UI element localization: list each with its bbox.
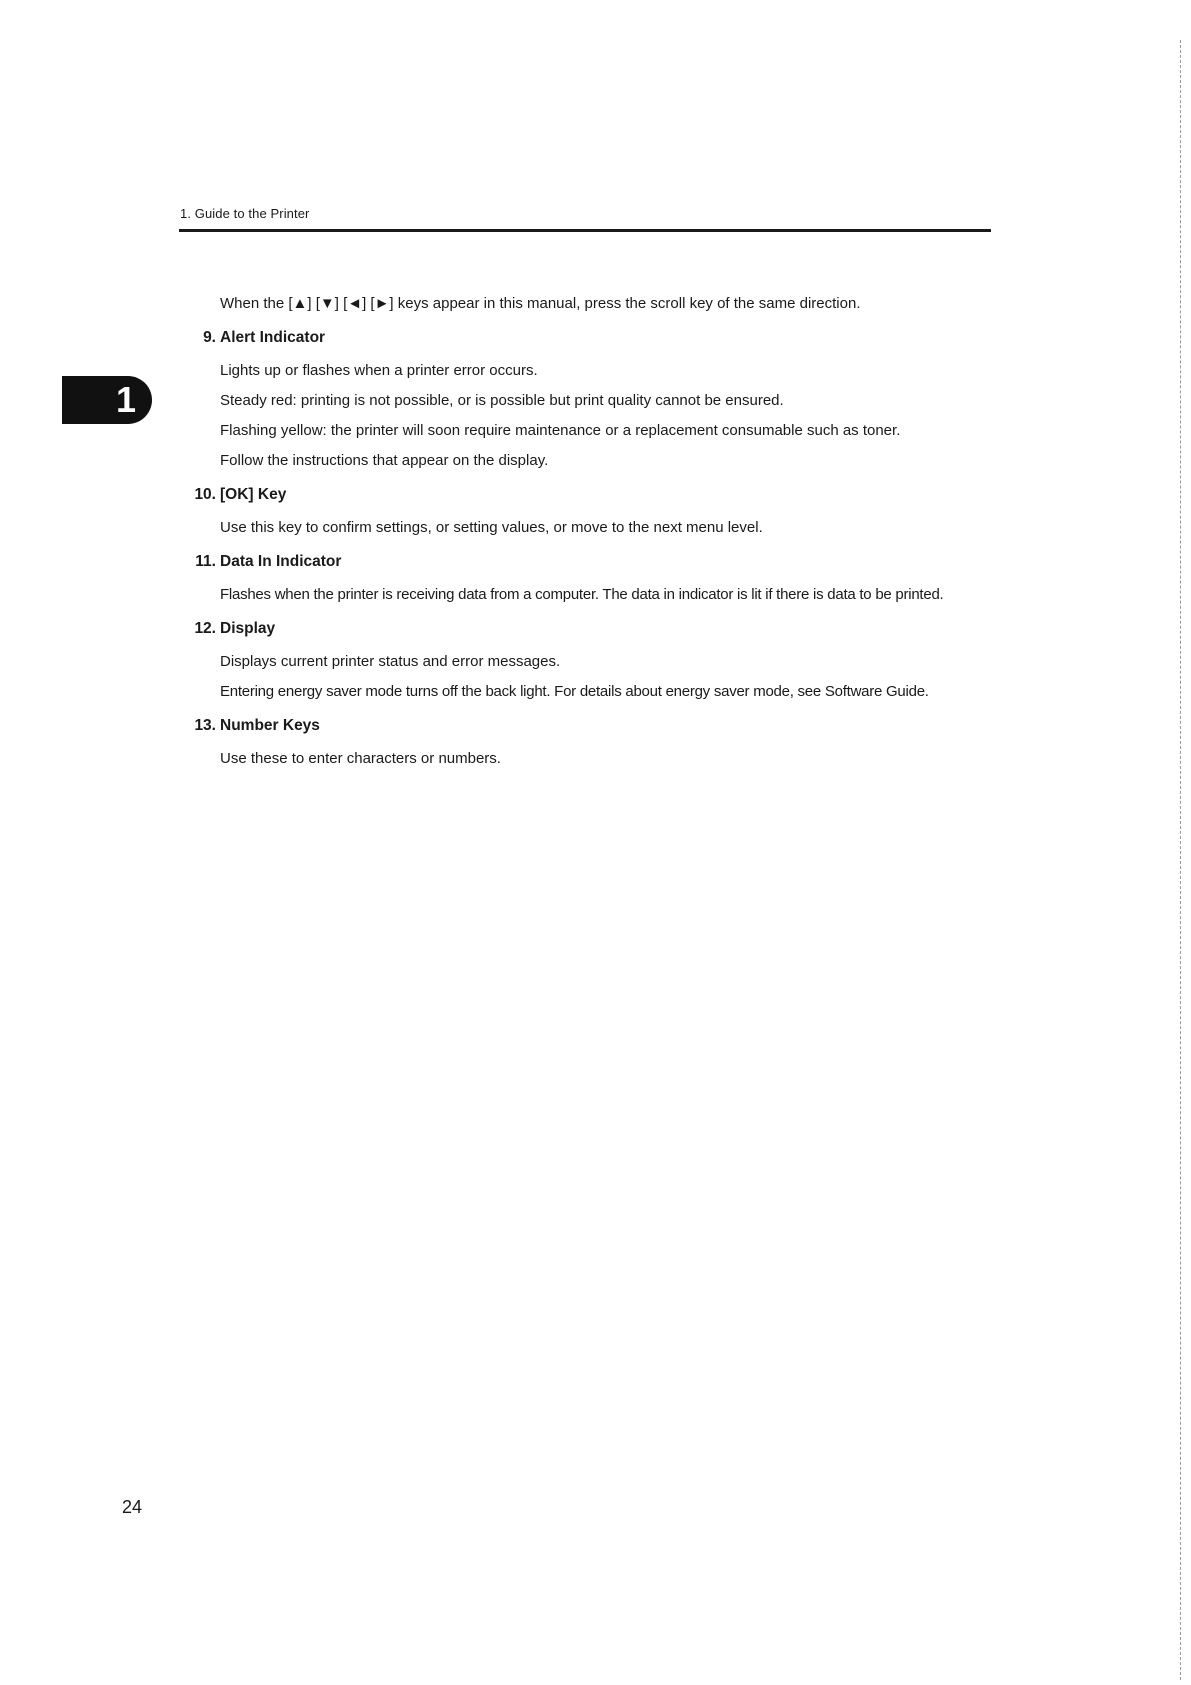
list-item-ok-key xyxy=(180,480,1010,543)
item-number: 10. xyxy=(194,486,216,503)
list-item-number-keys xyxy=(180,711,1010,774)
description-line: Entering energy saver mode turns off the back light. For details about energy saver mode, see Software Guide. xyxy=(220,683,929,700)
item-number: 12. xyxy=(194,620,216,637)
item-title: [OK] Key xyxy=(220,486,287,503)
running-header: 1. Guide to the Printer xyxy=(180,206,310,221)
description-line: Follow the instructions that appear on the display. xyxy=(220,452,549,469)
description-line: Flashing yellow: the printer will soon require maintenance or a replacement consumable such as toner. xyxy=(220,422,901,439)
item-title: Alert Indicator xyxy=(220,329,326,346)
chapter-tab xyxy=(62,376,152,424)
item-number: 13. xyxy=(194,717,216,734)
header-rule xyxy=(179,229,991,232)
item-description xyxy=(220,647,1010,707)
scan-edge-line xyxy=(1180,40,1181,1680)
description-line: Displays current printer status and error messages. xyxy=(220,653,561,670)
description-line: Lights up or flashes when a printer error occurs. xyxy=(220,362,538,379)
list-item-data-in-indicator xyxy=(180,547,1010,610)
description-line: Steady red: printing is not possible, or is possible but print quality cannot be ensured. xyxy=(220,392,784,409)
item-number: 9. xyxy=(203,329,216,346)
page-content xyxy=(180,289,1010,778)
description-line: Use these to enter characters or numbers. xyxy=(220,750,501,767)
item-title: Number Keys xyxy=(220,717,320,734)
description-line: Flashes when the printer is receiving data from a computer. The data in indicator is lit if there is data to be printed. xyxy=(220,586,944,603)
list-item-alert-indicator xyxy=(180,323,1010,476)
page-number: 24 xyxy=(122,1497,143,1517)
item-description xyxy=(220,513,1010,543)
item-description xyxy=(220,580,1010,610)
item-title: Display xyxy=(220,620,276,637)
chapter-tab-number: 1 xyxy=(116,379,137,420)
list-item-display xyxy=(180,614,1010,707)
item-description xyxy=(220,744,1010,774)
item-number: 11. xyxy=(195,553,216,570)
description-line: Use this key to confirm settings, or setting values, or move to the next menu level. xyxy=(220,519,763,536)
item-title: Data In Indicator xyxy=(220,553,342,570)
intro-paragraph: When the [▲] [▼] [◄] [►] keys appear in this manual, press the scroll key of the same direction. xyxy=(220,295,861,312)
item-description xyxy=(220,356,1010,476)
